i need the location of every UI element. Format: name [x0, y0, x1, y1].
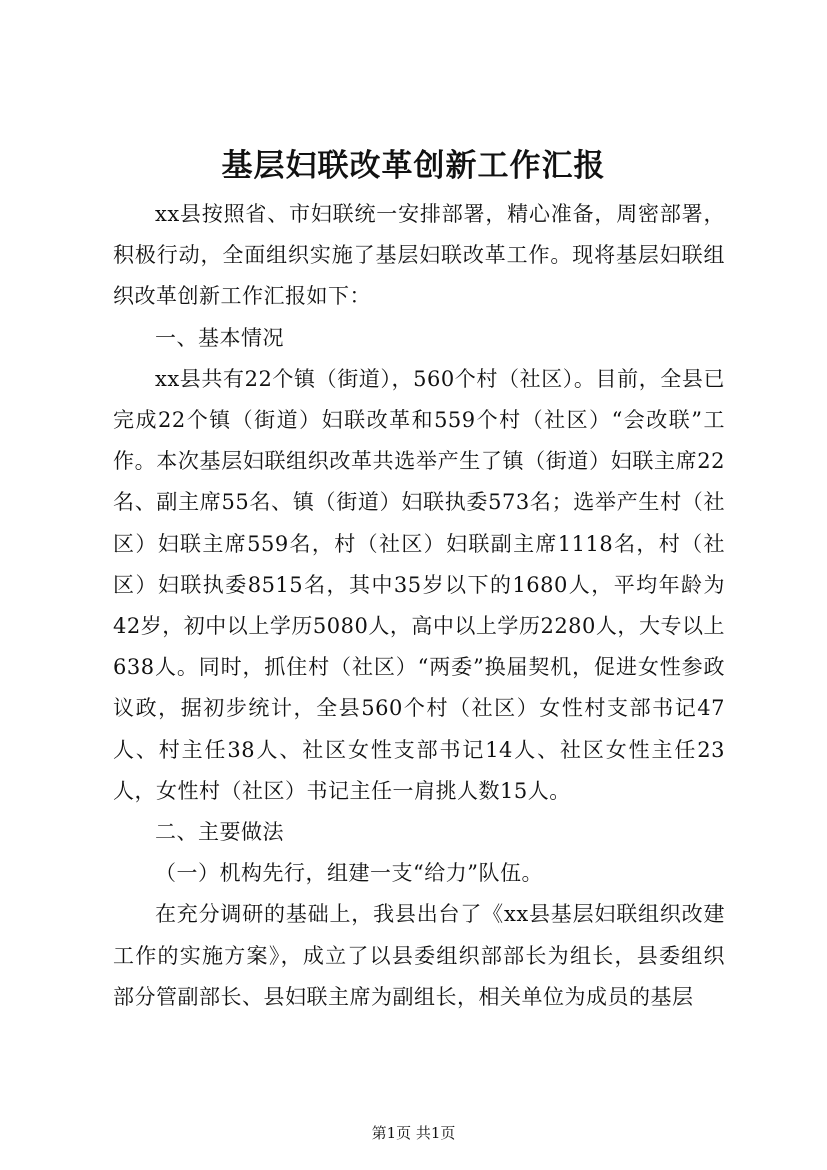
document-body — [113, 194, 725, 1018]
subsection-heading-1: （一）机构先行，组建一支“给力”队伍。 — [155, 861, 543, 886]
document-title: 基层妇联改革创新工作汇报 — [221, 148, 606, 184]
page-number-footer: 第1页 共1页 — [371, 1124, 456, 1142]
section-heading-basic-situation: 一、基本情况 — [155, 325, 284, 350]
paragraph-basic-situation: xx县共有22个镇（街道），560个村（社区）。目前，全县已完成22个镇（街道）妇联改革和559个村（社区）“会改联”工作。本次基层妇联组织改革共选举产生了镇（街道）妇联主席22名、副主席55名、镇（街道）妇联执委573名；选举产生村（社区）妇联主席559名，村（社区）妇联副主席1118名，村（社区）妇联执委8515名，其中35岁以下的1680人，平均年龄为42岁，初中以上学历5080人，高中以上学历2280人，大专以上638人。同时，抓住村（社区）“两委”换届契机，促进女性参政议政，据初步统计，全县560个村（社区）女性村支部书记47人、村主任38人、社区女性支部书记14人、社区女性主任23人，女性村（社区）书记主任一肩挑人数15人。 — [113, 366, 725, 803]
paragraph-subsection-1: 在充分调研的基础上，我县出台了《xx县基层妇联组织改建工作的实施方案》，成立了以县委组织部部长为组长，县委组织部分管副部长、县妇联主席为副组长，相关单位为成员的基层 — [113, 902, 725, 1009]
paragraph-intro: xx县按照省、市妇联统一安排部署，精心准备，周密部署，积极行动，全面组织实施了基层妇联改革工作。现将基层妇联组织改革创新工作汇报如下： — [113, 202, 725, 309]
section-heading-main-practices: 二、主要做法 — [155, 820, 284, 845]
